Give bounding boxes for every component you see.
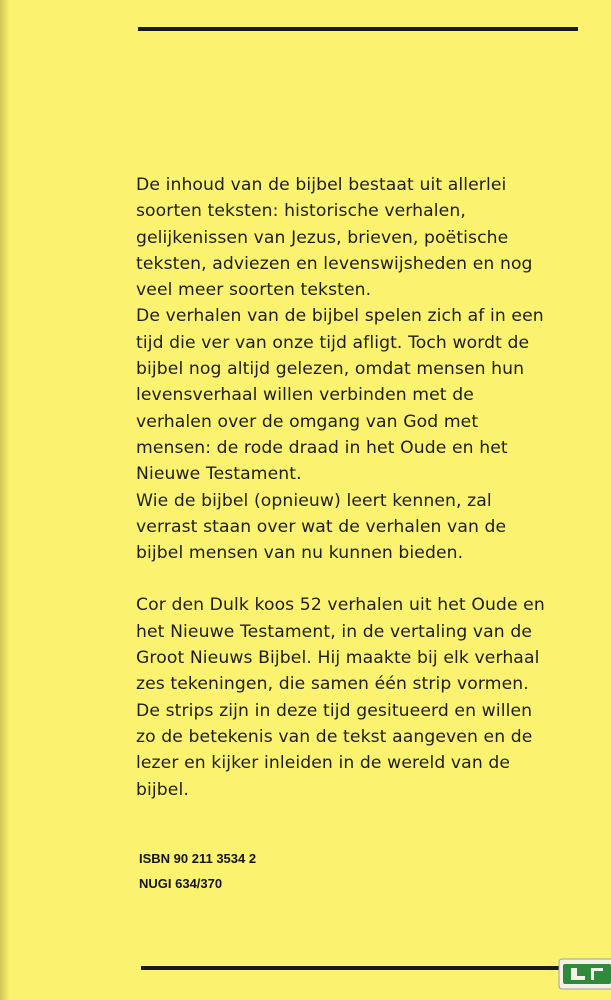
text-line: De verhalen van de bijbel spelen zich af in een xyxy=(136,306,544,327)
text-line: Groot Nieuws Bijbel. Hij maakte bij elk verhaal xyxy=(136,648,540,669)
paragraph-1 xyxy=(136,172,576,566)
text-line: verrast staan over wat de verhalen van de xyxy=(136,516,507,537)
text-line: Cor den Dulk koos 52 verhalen uit het Oude en xyxy=(136,595,545,616)
text-line: bijbel mensen van nu kunnen bieden. xyxy=(136,543,464,564)
text-line: zes tekeningen, die samen één strip vormen. xyxy=(136,674,529,695)
text-line: bijbel. xyxy=(136,779,189,800)
text-line: zo de betekenis van de tekst aangeven en de xyxy=(136,726,533,747)
text-line: tijd die ver van onze tijd afligt. Toch wordt de xyxy=(136,332,530,353)
bottom-rule xyxy=(141,966,559,970)
text-line: lezer en kijker inleiden in de wereld van de xyxy=(136,753,511,774)
text-line: veel meer soorten teksten. xyxy=(136,280,372,301)
text-line: Nieuwe Testament. xyxy=(136,464,302,485)
text-line: Wie de bijbel (opnieuw) leert kennen, zal xyxy=(136,490,492,511)
catalog-codes xyxy=(139,846,256,896)
paragraph-2 xyxy=(136,592,576,802)
text-line: gelijkenissen van Jezus, brieven, poëtische xyxy=(136,227,509,248)
text-line: teksten, adviezen en levenswijsheden en nog xyxy=(136,253,533,274)
text-line: mensen: de rode draad in het Oude en het xyxy=(136,437,508,458)
text-line: verhalen over de omgang van God met xyxy=(136,411,479,432)
price-tag-sticker-icon xyxy=(557,955,611,993)
isbn-code: ISBN 90 211 3534 2 xyxy=(139,851,257,866)
text-line: levensverhaal willen verbinden met de xyxy=(136,385,474,406)
text-line: De inhoud van de bijbel bestaat uit allerlei xyxy=(136,175,507,195)
text-line: De strips zijn in deze tijd gesitueerd en willen xyxy=(136,700,533,721)
top-rule xyxy=(138,27,578,31)
text-line: soorten teksten: historische verhalen, xyxy=(136,201,466,222)
text-line: bijbel nog altijd gelezen, omdat mensen hun xyxy=(136,359,525,380)
paragraph-gap xyxy=(136,566,576,592)
blurb-text xyxy=(136,172,576,803)
text-line: het Nieuwe Testament, in de vertaling van de xyxy=(136,621,533,642)
spine-shadow xyxy=(0,0,10,1000)
nugi-code: NUGI 634/370 xyxy=(139,876,223,891)
